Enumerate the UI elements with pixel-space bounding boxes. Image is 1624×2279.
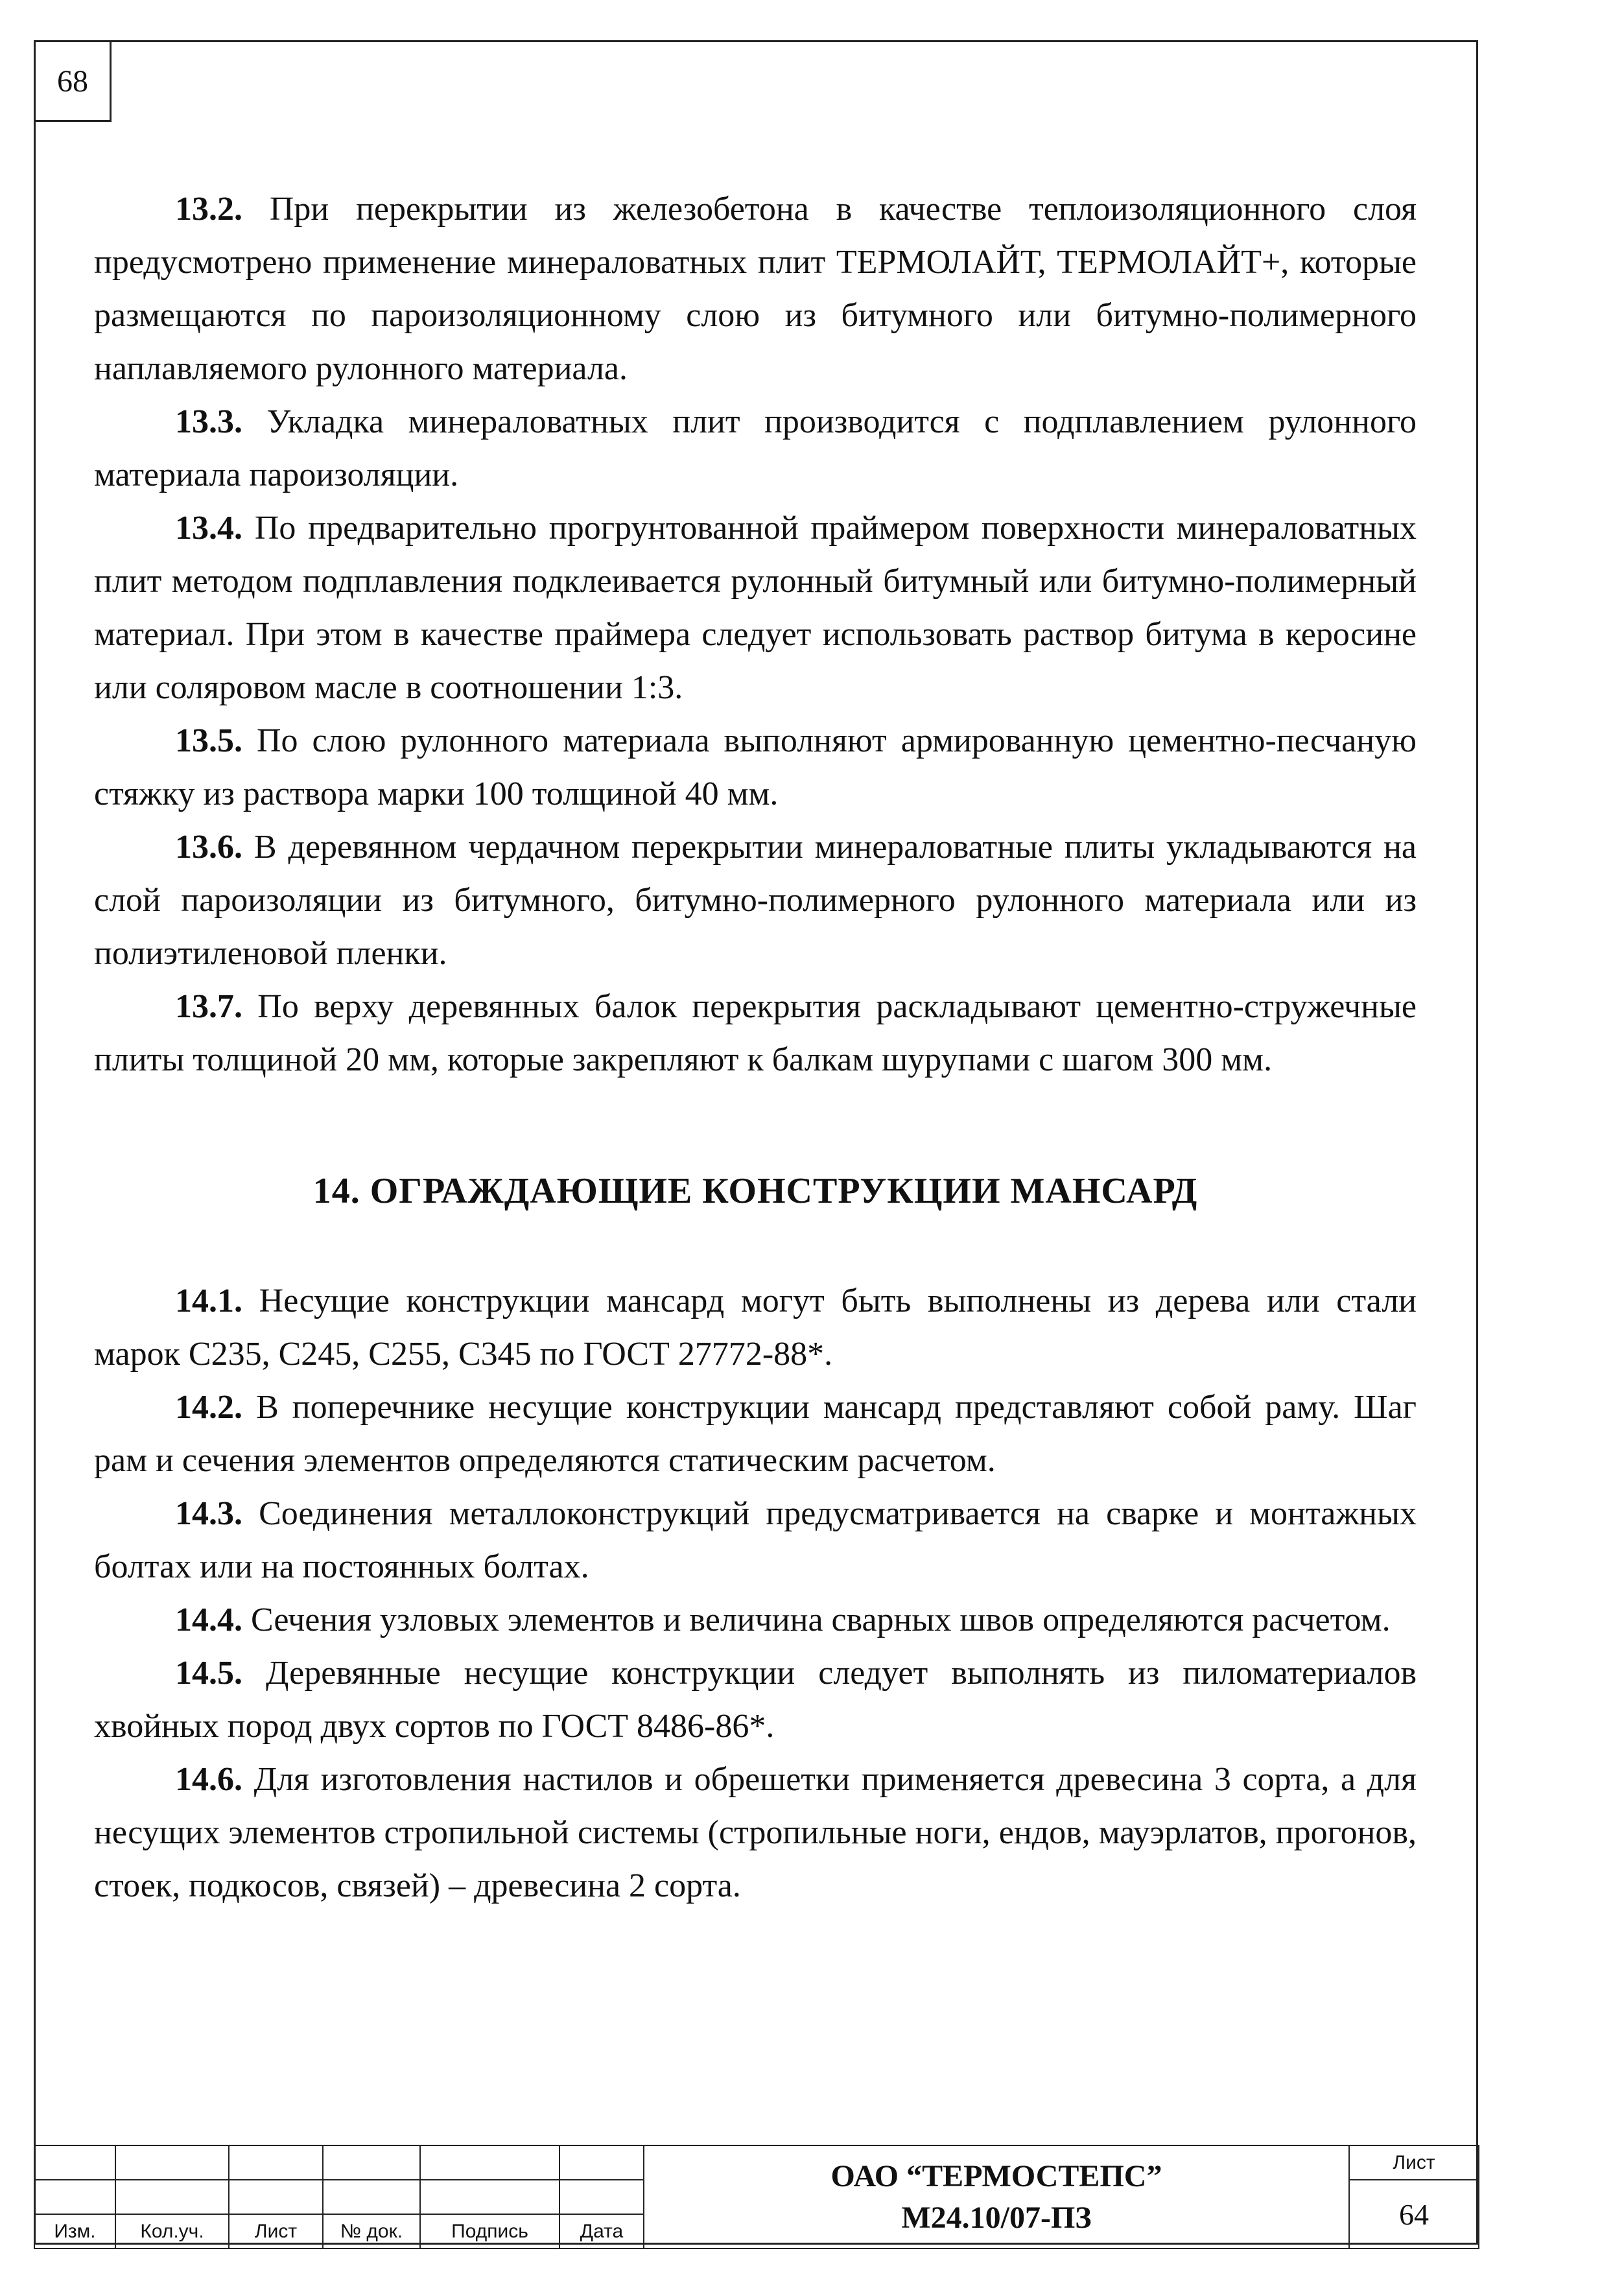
paragraph-text: Несущие конструкции мансард могут быть выполнены из дерева или стали марок С235, С245, С255, С345 по ГОСТ 27772-88*. (94, 1282, 1417, 1373)
paragraph-number: 13.3. (175, 403, 242, 440)
paragraph-13-5 (94, 714, 1417, 821)
paragraph-14-4 (94, 1594, 1417, 1647)
stamp-col-doc-number: № док. (323, 2214, 420, 2249)
paragraph-number: 14.5. (175, 1655, 242, 1692)
paragraph-text: Сечения узловых элементов и величина сварных швов определяются расчетом. (242, 1601, 1391, 1638)
paragraph-13-2 (94, 183, 1417, 396)
section-heading: 14. ОГРАЖДАЮЩИЕ КОНСТРУКЦИИ МАНСАРД (312, 1171, 1198, 1211)
document-body (94, 183, 1417, 1913)
corner-page-number: 68 (34, 40, 112, 122)
stamp-col-izm: Изм. (34, 2214, 115, 2249)
stamp-col-date: Дата (559, 2214, 644, 2249)
title-block (34, 2145, 1479, 2249)
paragraph-13-7 (94, 980, 1417, 1087)
stamp-cell (323, 2145, 420, 2180)
stamp-sheet-number: 64 (1349, 2180, 1479, 2249)
stamp-cell (34, 2145, 115, 2180)
paragraph-number: 14.4. (175, 1601, 242, 1638)
stamp-cell (115, 2145, 229, 2180)
paragraph-14-3 (94, 1487, 1417, 1594)
paragraph-14-5 (94, 1647, 1417, 1753)
paragraph-number: 13.5. (175, 722, 242, 759)
paragraph-text: Укладка минераловатных плит производится с подплавлением рулонного материала пароизоляции. (94, 403, 1417, 493)
paragraph-13-4 (94, 502, 1417, 714)
paragraph-number: 14.2. (175, 1389, 242, 1426)
paragraph-number: 14.1. (175, 1282, 242, 1319)
paragraph-text: Деревянные несущие конструкции следует выполнять из пиломатериалов хвойных пород двух сортов по ГОСТ 8486-86*. (94, 1655, 1417, 1745)
stamp-cell (420, 2145, 559, 2180)
stamp-cell (420, 2180, 559, 2214)
paragraph-text: Соединения металлоконструкций предусматривается на сварке и монтажных болтах или на постоянных болтах. (94, 1495, 1417, 1585)
paragraph-14-2 (94, 1381, 1417, 1487)
stamp-cell (559, 2180, 644, 2214)
stamp-sheet-label: Лист (1349, 2145, 1479, 2180)
paragraph-13-6 (94, 821, 1417, 980)
paragraph-text: В поперечнике несущие конструкции мансард представляют собой раму. Шаг рам и сечения элементов определяются статическим расчетом. (94, 1389, 1417, 1479)
paragraph-text: По слою рулонного материала выполняют армированную цементно-песчаную стяжку из раствора марки 100 толщиной 40 мм. (94, 722, 1417, 812)
paragraph-13-3 (94, 396, 1417, 502)
stamp-document-code: М24.10/07-ПЗ (901, 2200, 1092, 2235)
paragraph-text: При перекрытии из железобетона в качестве теплоизоляционного слоя предусмотрено применение минераловатных плит ТЕРМОЛАЙТ, ТЕРМОЛАЙТ+, которые размещаются по пароизоляционному слою из битумного или битумно-полимерного наплавляемого рулонного материала. (94, 191, 1417, 387)
stamp-cell (229, 2145, 323, 2180)
paragraph-text: Для изготовления настилов и обрешетки применяется древесина 3 сорта, а для несущих элементов стропильной системы (стропильные ноги, ендов, мауэрлатов, прогонов, стоек, подкосов, связей) – древесина 2 сорта. (94, 1761, 1417, 1904)
paragraph-number: 14.3. (175, 1495, 242, 1532)
paragraph-number: 13.6. (175, 829, 242, 866)
stamp-col-signature: Подпись (420, 2214, 559, 2249)
paragraph-number: 14.6. (175, 1761, 242, 1798)
paragraph-14-1 (94, 1275, 1417, 1381)
stamp-document-title (644, 2145, 1349, 2249)
stamp-cell (229, 2180, 323, 2214)
paragraph-number: 13.4. (175, 510, 242, 547)
paragraph-text: По верху деревянных балок перекрытия раскладывают цементно-стружечные плиты толщиной 20 мм, которые закрепляют к балкам шурупами с шагом 300 мм. (94, 988, 1417, 1078)
stamp-cell (323, 2180, 420, 2214)
stamp-cell (115, 2180, 229, 2214)
stamp-col-kolvo: Кол.уч. (115, 2214, 229, 2249)
paragraph-number: 13.7. (175, 988, 242, 1025)
stamp-cell (34, 2180, 115, 2214)
paragraph-text: В деревянном чердачном перекрытии минераловатные плиты укладываются на слой пароизоляции из битумного, битумно-полимерного рулонного материала или из полиэтиленовой пленки. (94, 829, 1417, 972)
stamp-organization: ОАО “ТЕРМОСТЕПС” (830, 2158, 1162, 2193)
stamp-col-list: Лист (229, 2214, 323, 2249)
stamp-cell (559, 2145, 644, 2180)
paragraph-number: 13.2. (175, 191, 242, 228)
paragraph-14-6 (94, 1753, 1417, 1913)
paragraph-text: По предварительно прогрунтованной праймером поверхности минераловатных плит методом подплавления подклеивается рулонный битумный или битумно-полимерный материал. При этом в качестве праймера следует использовать раствор битума в керосине или соляровом масле в соотношении 1:3. (94, 510, 1417, 706)
